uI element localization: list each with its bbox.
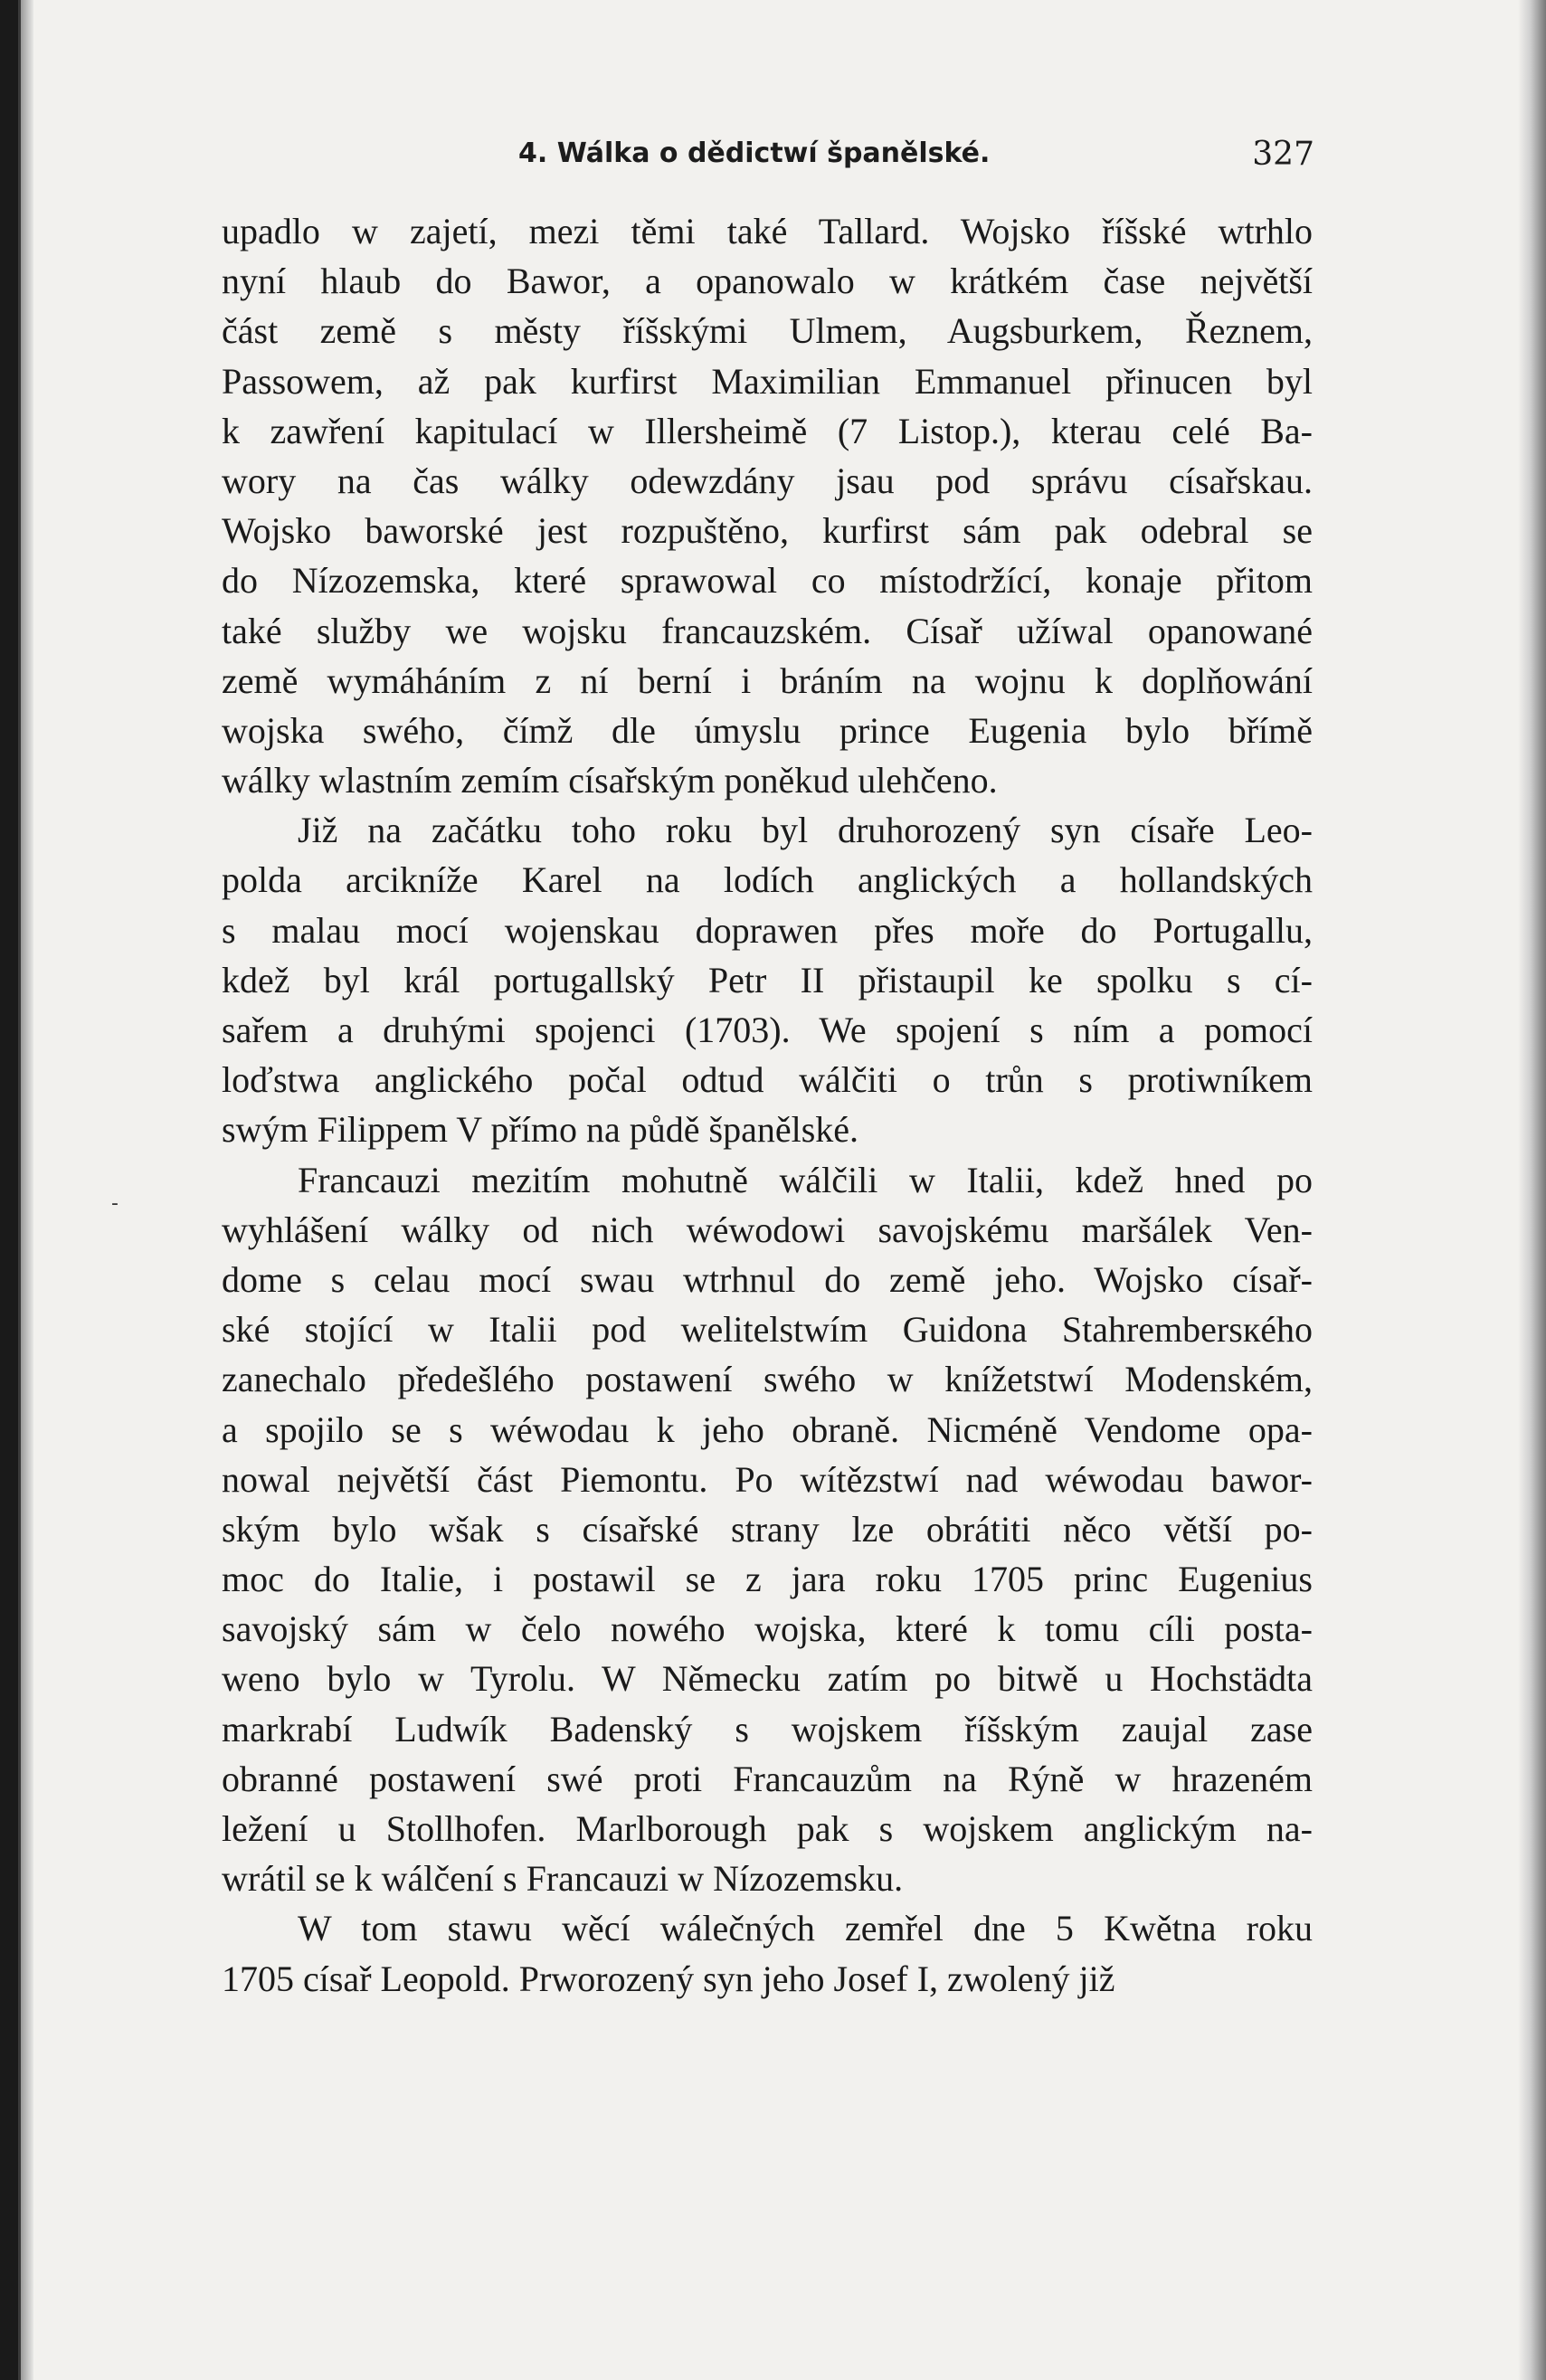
text-line: swým Filippem V přímo na půdě španělské. [222,1109,859,1151]
text-line: nowal největší část Piemontu. Po wítězstwí nad wéwodau bawor- [222,1458,1313,1500]
text-line: Passowem, až pak kurfirst Maximilian Emmanuel přinucen byl [222,360,1313,402]
text-line: země wymáháním z ní berní i bráním na wojnu k doplňowání [222,659,1313,701]
text-line: kdež byl král portugallský Petr II přistaupil ke spolku s cí- [222,959,1313,1000]
running-head: 4. Wálka o dědictwí španělské. [518,137,991,169]
body-text [222,206,1313,2004]
text-line: wojska swého, čímž dle úmyslu prince Eugenia bylo břímě [222,709,1313,751]
text-line: wory na čas wálky odewzdány jsau pod správu císařskau. [222,460,1313,501]
text-line: sařem a druhými spojenci (1703). We spojení s ním a pomocí [222,1010,1313,1050]
page-number: 327 [1252,136,1314,173]
text-line: zanechalo předešlého postawení swého w knížetstwí Modenském, [222,1359,1313,1400]
text-line: markrabí Ludwík Badenský s wojskem říšským zaujal zase [222,1708,1313,1749]
text-line: do Nízozemska, které sprawowal co místodržící, konaje přitom [222,560,1313,602]
text-line: loďstwa anglického počal odtud wálčiti o trůn s protiwníkem [222,1059,1313,1101]
book-page [18,0,1546,2380]
text-line: Francauzi mezitím mohutně wálčili w Italii, kdež hned po [298,1159,1313,1200]
page-edge-shadow [1518,0,1546,2380]
text-line: s malau mocí wojenskau doprawen přes moře do Portugallu, [222,909,1313,951]
text-line: wrátil se k wálčení s Francauzi w Nízozemsku. [222,1858,904,1900]
page-header [202,137,1314,183]
paragraph [222,805,1313,1154]
paragraph [222,1903,1313,2003]
margin-mark: - [111,1192,119,1215]
text-line: 1705 císař Leopold. Prworozený syn jeho Josef I, zwolený již [222,1958,1115,1999]
text-line: upadlo w zajetí, mezi těmi také Tallard. Wojsko říšské wtrhlo [222,211,1313,251]
text-line: k zawření kapitulací w Illersheimě (7 Listop.), kterau celé Ba- [222,410,1313,451]
text-line: wyhlášení wálky od nich wéwodowi savojskému maršálek Ven- [222,1209,1313,1250]
text-line: ským bylo wšak s císařské strany lze obrátiti něco větší po- [222,1508,1313,1550]
text-line: Již na začátku toho roku byl druhorozený syn císaře Leo- [298,810,1313,851]
text-line: Wojsko baworské jest rozpuštěno, kurfirst sám pak odebral se [222,510,1313,552]
text-line: ské stojící w Italii pod welitelstwím Guidona Stahrembersкého [222,1309,1313,1351]
text-line: moc do Italie, i postawil se z jara roku 1705 princ Eugenius [222,1559,1313,1600]
text-line: savojský sám w čelo nowého wojska, které k tomu cíli posta- [222,1608,1313,1650]
page-gutter-shadow [21,0,33,2380]
text-line: obranné postawení swé proti Francauzům na Rýně w hrazeném [222,1758,1313,1799]
paragraph [222,206,1313,805]
text-line: také služby we wojsku francauzském. Císař užíwal opanowané [222,610,1313,651]
text-line: weno bylo w Tyrolu. W Německu zatím po bitwě u Hochstädta [222,1658,1313,1700]
text-line: polda arcikníže Karel na lodích anglických a hollandských [222,859,1313,901]
text-line: wálky wlastním zemím císařským poněkud ulehčeno. [222,760,998,801]
text-line: dome s celau mocí swau wtrhnul do země jeho. Wojsko císař- [222,1258,1313,1300]
paragraph [222,1155,1313,1904]
text-line: W tom stawu wěcí wálečných zemřel dne 5 Kwětna roku [298,1908,1313,1949]
text-line: a spojilo se s wéwodau k jeho obraně. Nicméně Vendome opa- [222,1408,1313,1450]
text-line: část země s městy říšskými Ulmem, Augsburkem, Řeznem, [222,310,1313,352]
text-line: ležení u Stollhofen. Marlborough pak s wojskem anglickým na- [222,1808,1313,1849]
text-line: nyní hlaub do Bawor, a opanowalo w krátkém čase největší [222,261,1313,302]
